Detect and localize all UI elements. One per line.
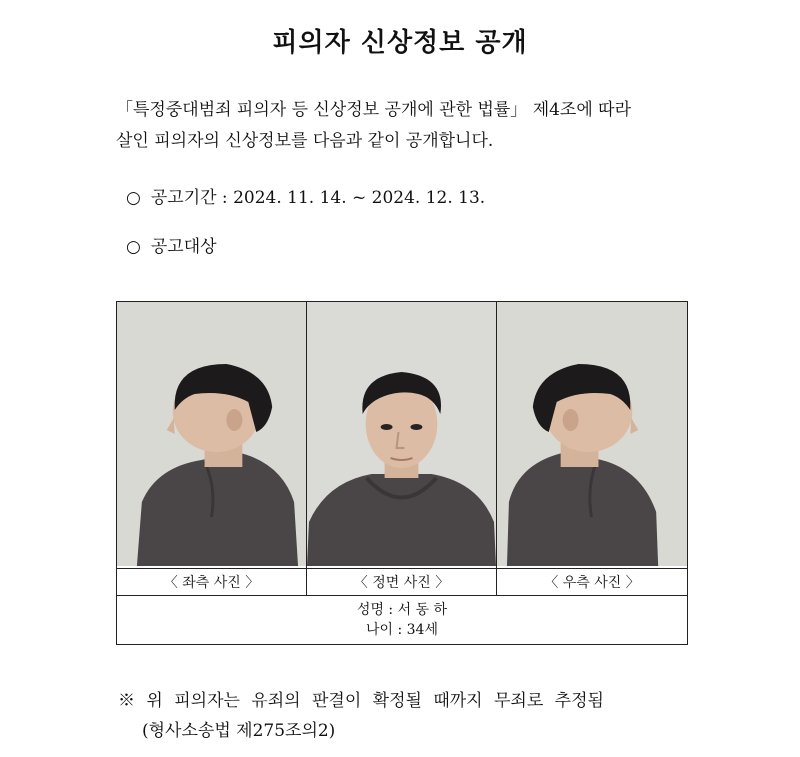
suspect-info-cell [117, 596, 688, 645]
right-photo-cell [497, 302, 688, 569]
front-photo-cell [307, 302, 497, 569]
suspect-age: 나이 : 34세 [365, 622, 438, 638]
legal-reference: (형사소송법 제275조의2) [142, 721, 336, 741]
circle-bullet-icon: ○ [126, 237, 141, 257]
notice-period [126, 183, 485, 208]
right-profile-photo [497, 302, 687, 566]
suspect-name: 성명 : 서 동 하 [356, 602, 448, 618]
intro-line-2: 살인 피의자의 신상정보를 다음과 같이 공개합니다. [116, 131, 494, 151]
front-photo-caption: 〈 정면 사진 〉 [307, 569, 497, 596]
left-photo-cell [117, 302, 307, 569]
right-photo-caption: 〈 우측 사진 〉 [497, 569, 688, 596]
left-profile-photo [117, 302, 306, 566]
circle-bullet-icon: ○ [126, 188, 141, 208]
notice-period-text: 공고기간 : 2024. 11. 14. ~ 2024. 12. 13. [150, 188, 486, 208]
front-photo [307, 302, 496, 566]
intro-line-1: 「특정중대범죄 피의자 등 신상정보 공개에 관한 법률」 제4조에 따라 [116, 100, 632, 120]
suspect-photo-table [116, 301, 688, 645]
page-title: 피의자 신상정보 공개 [272, 28, 528, 58]
notice-target [126, 232, 217, 257]
presumption-note: ※ 위 피의자는 유죄의 판결이 확정될 때까지 무죄로 추정됨 [118, 691, 604, 711]
left-photo-caption: 〈 좌측 사진 〉 [117, 569, 307, 596]
notice-target-text: 공고대상 [150, 237, 217, 257]
